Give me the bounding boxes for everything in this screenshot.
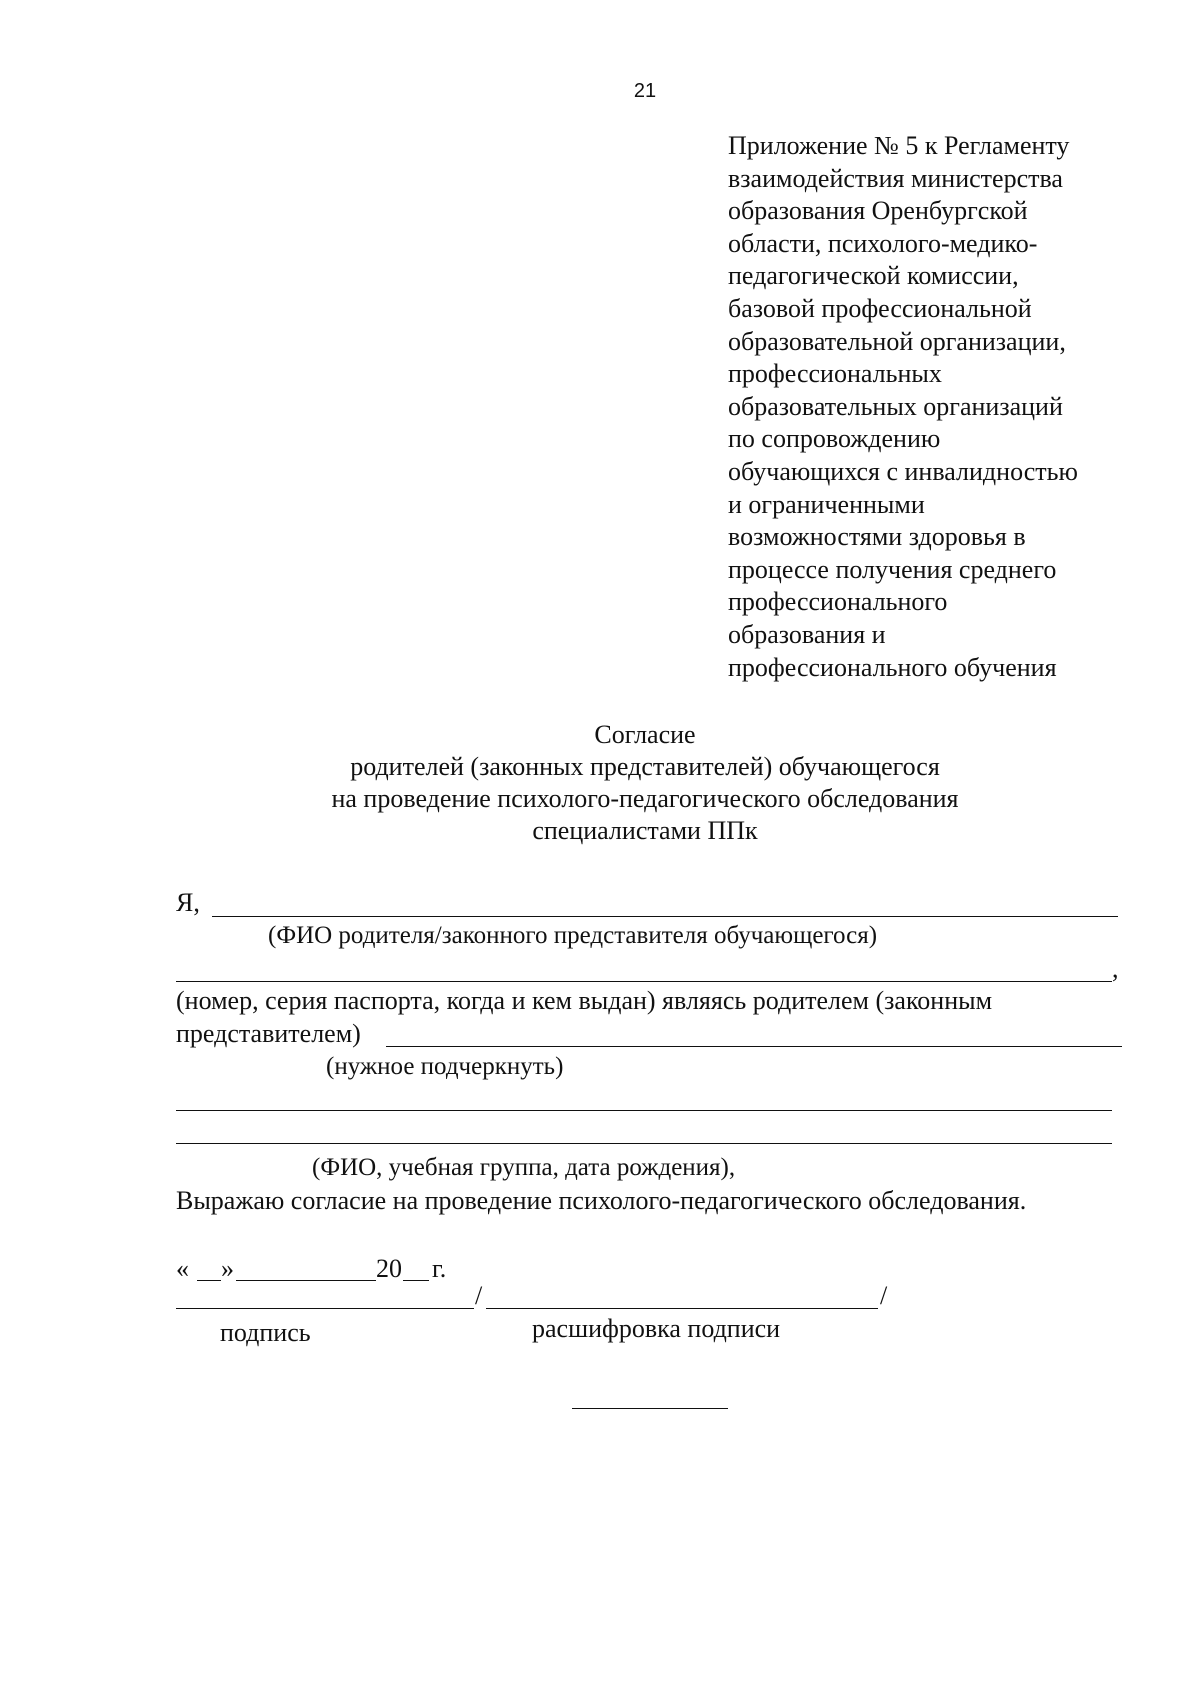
- appendix-line: Приложение № 5 к Регламенту: [728, 131, 1070, 160]
- date-day-field[interactable]: [197, 1280, 221, 1281]
- signature-field[interactable]: [176, 1308, 474, 1309]
- appendix-reference: [728, 130, 1148, 684]
- date-year-suffix: г.: [432, 1254, 447, 1283]
- appendix-line: процессе получения среднего: [728, 554, 1057, 584]
- appendix-line: взаимодействия министерства: [728, 163, 1063, 193]
- date-close-quote: »: [221, 1254, 234, 1283]
- appendix-line: образования и: [728, 619, 886, 649]
- appendix-line: образовательной организации,: [728, 326, 1066, 356]
- student-caption: (ФИО, учебная группа, дата рождения),: [312, 1154, 736, 1181]
- appendix-line: по сопровождению: [728, 424, 941, 454]
- signature-slash-2: /: [880, 1281, 888, 1310]
- appendix-line: образования Оренбургской: [728, 196, 1028, 226]
- appendix-line: области, психолого-медико-: [728, 228, 1038, 258]
- passport-field[interactable]: [176, 981, 1112, 982]
- parent-name-field[interactable]: [212, 916, 1118, 917]
- passport-field-comma: ,: [1112, 954, 1119, 983]
- signature-label: подпись: [220, 1318, 311, 1347]
- title-line-3: на проведение психолого-педагогического обследования: [331, 784, 959, 813]
- student-field-line-1[interactable]: [176, 1110, 1112, 1111]
- date-year-prefix: 20: [376, 1254, 402, 1283]
- appendix-line: профессионального: [728, 587, 948, 617]
- student-field-line-2[interactable]: [176, 1143, 1112, 1144]
- parent-name-caption: (ФИО родителя/законного представителя обучающегося): [268, 922, 878, 949]
- appendix-line: и ограниченными: [728, 489, 925, 519]
- consent-statement: Выражаю согласие на проведение психолого-педагогического обследования.: [176, 1186, 1027, 1215]
- representative-field[interactable]: [386, 1046, 1122, 1047]
- signature-decoding-field[interactable]: [486, 1308, 878, 1309]
- page-number: 21: [633, 80, 657, 102]
- end-separator: [572, 1408, 728, 1409]
- appendix-line: базовой профессиональной: [728, 293, 1032, 323]
- appendix-line: педагогической комиссии,: [728, 261, 1019, 291]
- underline-caption: (нужное подчеркнуть): [326, 1053, 564, 1080]
- appendix-line: образовательных организаций: [728, 391, 1063, 421]
- title-line-2: родителей (законных представителей) обучающегося: [350, 752, 940, 781]
- date-year-field[interactable]: [403, 1280, 429, 1281]
- representative-label: представителем): [176, 1019, 361, 1048]
- passport-caption: (номер, серия паспорта, когда и кем выдан) являясь родителем (законным: [176, 986, 993, 1015]
- date-open-quote: «: [176, 1254, 189, 1283]
- appendix-line: профессионального обучения: [728, 652, 1057, 682]
- date-month-field[interactable]: [236, 1280, 376, 1281]
- signature-slash-1: /: [475, 1281, 483, 1310]
- appendix-line: возможностями здоровья в: [728, 522, 1026, 552]
- title-line-4: специалистами ППк: [532, 816, 758, 845]
- appendix-line: профессиональных: [728, 359, 942, 389]
- signature-decoding-label: расшифровка подписи: [532, 1314, 781, 1343]
- title-line-1: Согласие: [594, 720, 696, 749]
- appendix-line: обучающихся с инвалидностью: [728, 456, 1078, 486]
- i-label: Я,: [176, 888, 200, 917]
